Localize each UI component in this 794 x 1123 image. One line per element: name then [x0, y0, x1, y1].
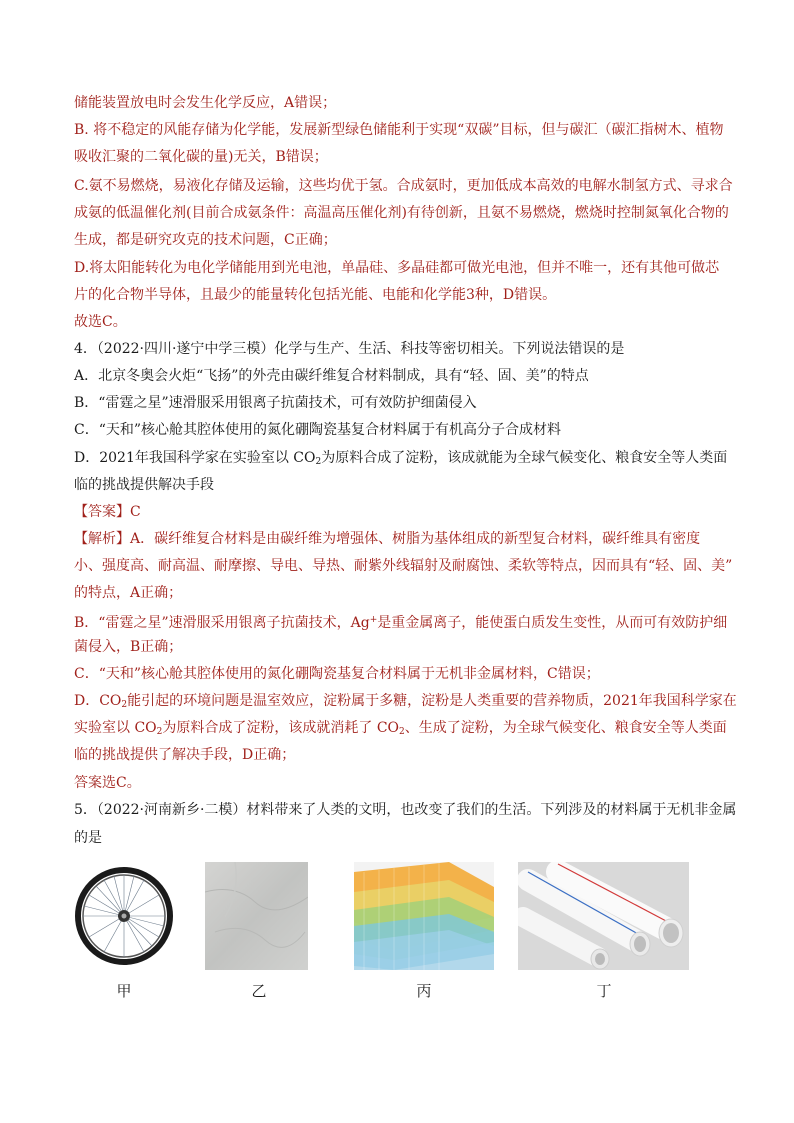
- prev-analysis-line: C.氨不易燃烧，易液化存储及运输，这些均优于氢。合成氨时，更加低成本高效的电解水制氢方式、寻求合: [74, 178, 733, 194]
- plastic-sheets-image: [354, 862, 494, 970]
- analysis-line: C．“天和”核心舱其腔体使用的氮化硼陶瓷基复合材料属于无机非金属材料，C错误；: [74, 666, 600, 682]
- analysis-line: 菌侵入，B正确；: [74, 639, 183, 655]
- analysis-line: 临的挑战提供了解决手段，D正确；: [74, 747, 296, 763]
- marble-tile-image: [205, 862, 308, 970]
- analysis-line: 【解析】A．碳纤维复合材料是由碳纤维为增强体、树脂为基体组成的新型复合材料，碳纤维具有密度: [74, 531, 701, 547]
- figure-caption-ding: 丁: [596, 982, 612, 1000]
- analysis-line: 的特点，A正确；: [74, 585, 183, 601]
- prev-analysis-line: 片的化合物半导体，且最少的能量转化包括光能、电能和化学能3种，D错误。: [74, 287, 557, 303]
- analysis-line: 小、强度高、耐高温、耐摩擦、导电、导热、耐紫外线辐射及耐腐蚀、柔软等特点，因而具有“轻、固、美”: [74, 558, 733, 574]
- question-4-option-b: B．“雷霆之星”速滑服采用银离子抗菌技术，可有效防护细菌侵入: [74, 395, 477, 411]
- analysis-conclusion: 答案选C。: [74, 775, 141, 791]
- prev-analysis-line: 储能装置放电时会发生化学反应，A错误；: [74, 95, 337, 111]
- figure-caption-jia: 甲: [116, 982, 132, 1000]
- analysis-line: D．$CO_2$能引起的环境问题是温室效应，淀粉属于多糖，淀粉是人类重要的营养物质，2021年我国科学家在: [74, 693, 737, 710]
- prev-analysis-line: D.将太阳能转化为电化学储能用到光电池，单晶硅、多晶硅都可做光电池，但并不唯一，还有其他可做芯: [74, 260, 720, 276]
- analysis-line: B．“雷霆之星”速滑服采用银离子抗菌技术，Ag+是重金属离子，能使蛋白质发生变性，从而可有效防护细: [74, 615, 728, 631]
- figure-caption-bing: 丙: [416, 982, 432, 1000]
- prev-analysis-line: 成氨的低温催化剂(目前合成氨条件：高温高压催化剂)有待创新，且氨不易燃烧，燃烧时控制氮氧化合物的: [74, 205, 729, 221]
- bicycle-wheel-image: [74, 862, 174, 970]
- question-4-option-d-cont: 临的挑战提供解决手段: [74, 477, 214, 493]
- question-4-option-d: D．2021年我国科学家在实验室以 $CO_2$为原料合成了淀粉，该成就能为全球气候变化、粮食安全等人类面: [74, 450, 728, 467]
- analysis-line: 实验室以 $CO_2$为原料合成了淀粉，该成就消耗了 $CO_2$、生成了淀粉，为全球气候变化、粮食安全等人类面: [74, 720, 727, 737]
- prev-analysis-line: 吸收汇聚的二氧化碳的量)无关，B错误；: [74, 149, 328, 165]
- prev-analysis-line: 生成，都是研究攻克的技术问题，C正确；: [74, 232, 337, 248]
- question-4-option-a: A．北京冬奥会火炬“飞扬”的外壳由碳纤维复合材料制成，具有“轻、固、美”的特点: [74, 368, 589, 384]
- prev-analysis-line: B. 将不稳定的风能存储为化学能，发展新型绿色储能利于实现“双碳”目标，但与碳汇（碳汇指树木、植物: [74, 122, 724, 138]
- question-4-stem: 4．（2022·四川·遂宁中学三模）化学与生产、生活、科技等密切相关。下列说法错误的是: [74, 341, 625, 357]
- question-4-option-c: C．“天和”核心舱其腔体使用的氮化硼陶瓷基复合材料属于有机高分子合成材料: [74, 422, 562, 438]
- question-5-stem-cont: 的是: [74, 830, 102, 846]
- figure-caption-yi: 乙: [251, 982, 267, 1000]
- question-5-stem: 5．（2022·河南新乡·二模）材料带来了人类的文明，也改变了我们的生活。下列涉及的材料属于无机非金属: [74, 802, 737, 818]
- prev-analysis-line: 故选C。: [74, 314, 127, 330]
- answer-label: 【答案】C: [74, 504, 141, 520]
- white-pipes-image: [518, 862, 689, 970]
